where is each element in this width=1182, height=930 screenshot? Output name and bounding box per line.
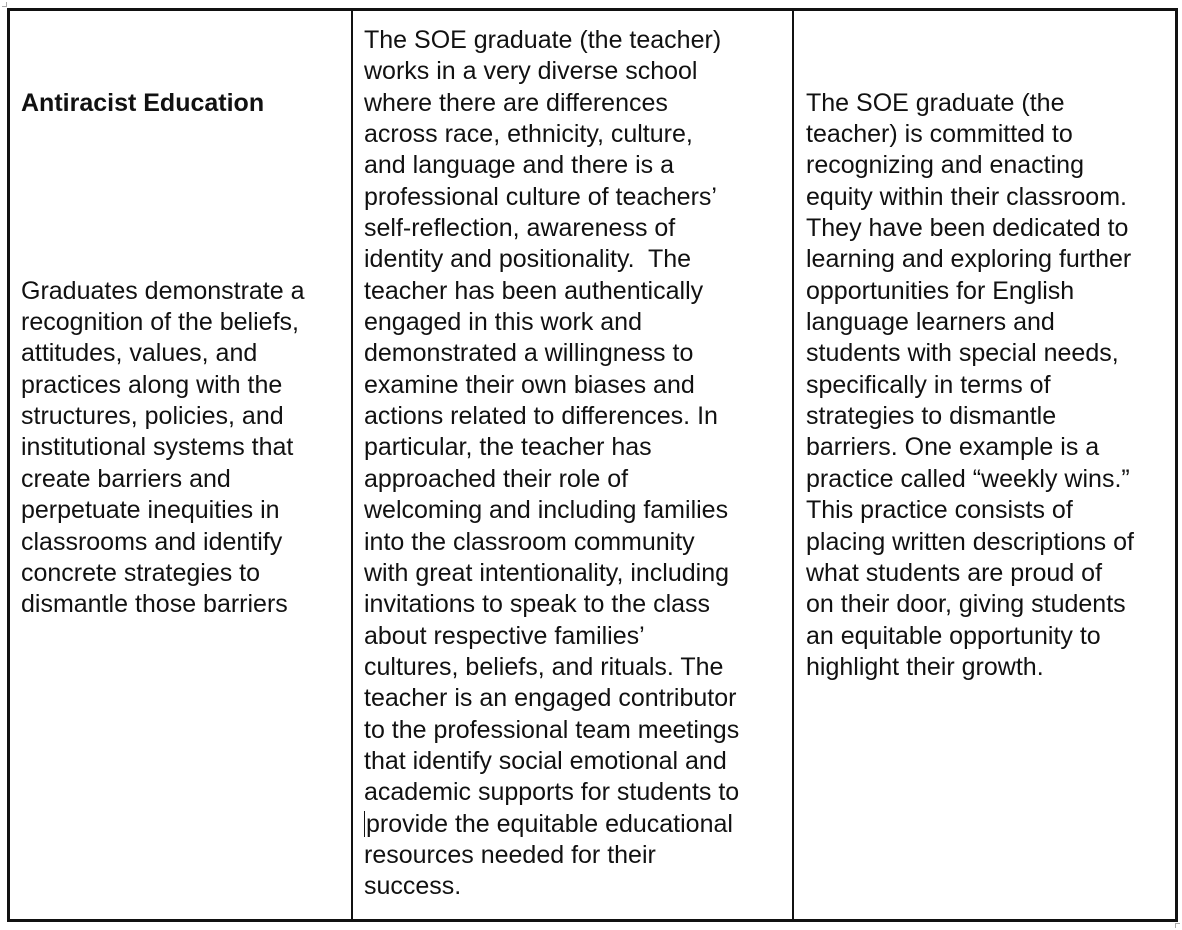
- competency-description: Graduates demonstrate a recognition of the beliefs, attitudes, values, and practices along with the structures, policies, and institutional systems that create barriers and perpetuate inequities in classrooms and identify concrete strategies to dismantle those barriers: [21, 276, 305, 619]
- page-corner-mark-top-left: [2, 2, 7, 7]
- document-table: [7, 8, 1178, 922]
- table-cell-teacher-context[interactable]: [351, 11, 792, 919]
- text-cursor: [364, 811, 365, 837]
- teacher-context-text-end: provide the equitable educational resources needed for their success.: [364, 809, 733, 901]
- table-cell-classroom-practice[interactable]: [792, 11, 1175, 919]
- competency-heading: Antiracist Education: [21, 88, 265, 117]
- classroom-practice-text: The SOE graduate (the teacher) is committed to recognizing and enacting equity within their classroom. They have been dedicated to learning and exploring further opportunities for English language learners and students with special needs, specifically in terms of strategies to dismantle barriers. One example is a practice called “weekly wins.” This practice consists of placing written descriptions of what students are proud of on their door, giving students an equitable opportunity to highlight their growth.: [806, 88, 1134, 681]
- paragraph-spacer: [21, 182, 341, 213]
- teacher-context-text: The SOE graduate (the teacher) works in a very diverse school where there are differences across race, ethnicity, culture, and language and there is a professional culture of teachers’ self-reflection, awareness of identity and positionality. The teacher has been authentically engaged in this work and demonstrated a willingness to examine their own biases and actions related to differences. In particular, the teacher has approached their role of welcoming and including families into the classroom community with great intentionality, including invitations to speak to the class about respective families’ cultures, beliefs, and rituals. The teacher is an engaged contributor to the professional team meetings that identify social emotional and academic supports for students to: [364, 26, 740, 807]
- table-cell-competency[interactable]: [10, 11, 351, 919]
- page-corner-mark-bottom-right: [1175, 923, 1180, 928]
